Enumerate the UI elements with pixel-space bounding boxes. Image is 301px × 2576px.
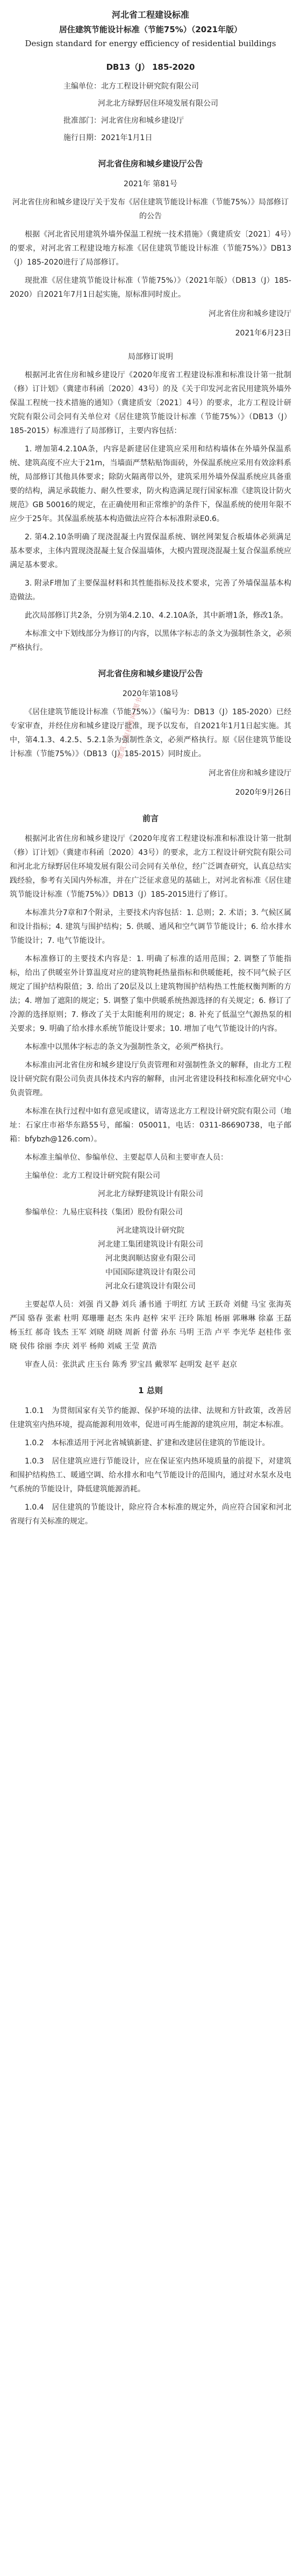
clause-1-0-4: 1.0.4 居住建筑的节能设计，除应符合本标准的规定外，尚应符合国家和河北省现行有关标准的规定。: [10, 1503, 291, 1526]
preface-p2: 本标准共分7章和7个附录，主要技术内容包括：1. 总则；2. 术语；3. 气候区属和设计指标；4. 建筑与围护结构；5. 供暖、通风和空气调节节能设计；6. 给水排水节能设计；7. 电气节能设计。: [10, 909, 291, 945]
date-line: [10, 131, 291, 145]
approver-label: 批准部门：: [63, 116, 101, 125]
chief-1: 北方工程设计研究院有限公司: [62, 1172, 160, 1180]
coeditor-line: [10, 1205, 291, 1219]
co-1: 九易庄宸科技（集团）股份有限公司: [62, 1208, 183, 1217]
co-5: 中国国际建筑设计有限公司: [105, 1268, 196, 1277]
drafters: 主要起草人员：刘强 肖又静 刘兵 潘书通 于明红 方试 王跃奇 刘健 马宝 张海英 严国 骆春 张素 杜明 郑珊珊 赵杰 朱冉 赵梓 宋平 汪玲 陈旭 杨丽 郭琳琳 徐嘉 王磊 杨玉红 郝奇 钱杰 王军 刘晓 胡晓 周新 付蕾 孙东 马明 王浩 卢平 李光华 赵桂伟 张晓 侯伟 徐丽 李庆 刘平 杨帅 刘威 王莹 黄浩: [10, 1300, 291, 1351]
effective-date: 2021年1月1日: [101, 134, 153, 142]
chapter1-title: 1 总则: [138, 1386, 163, 1395]
co-3: 河北建工集团建筑设计有限公司: [98, 1240, 203, 1249]
revision-p5: 此次局部修订共2条，分别为第4.2.10、4.2.10A条，其中新增1条，修改1条。: [25, 611, 288, 620]
approver: 河北省住房和城乡建设厅: [101, 116, 184, 125]
standard-code: DB13（J） 185-2020: [106, 62, 195, 72]
preface-p4: 本标准中以黑体字标志的条文为强制性条文，必须严格执行。: [25, 1043, 228, 1051]
coeditor-label: 参编单位：: [25, 1208, 62, 1217]
watermark-stamp: 建筑工程标准网 图书: [116, 695, 144, 760]
notice2-sign-org: 河北省住房和城乡建设厅: [209, 769, 291, 778]
date-label: 施行日期：: [63, 134, 101, 142]
notice2-sign-date: 2020年9月26日: [235, 788, 291, 797]
preface-p5: 本标准由河北省住房和城乡建设厅负责管理和对强制性条文的解释，由北方工程设计研究院有限公司负责具体技术内容的解释，由河北省建设科技和标准化研究中心负责管理。: [10, 1061, 291, 1097]
preface-p6: 本标准在执行过程中如有意见或建议，请寄送北方工程设计研究院有限公司（地址：石家庄市裕华东路55号，邮编：050011，电话：0311-86690738，电子邮箱：bfybzh@126.com）。: [10, 1107, 291, 1144]
chief-editor-line: [10, 1169, 291, 1183]
approver-line: [10, 114, 291, 128]
preface-p1: 根据河北省住房和城乡建设厅《2020年度省工程建设标准和标准设计第一批制（修）订计划》（冀建市科函〔2020〕43号）的要求，北方工程设计研究院有限公司和河北北方绿野居住环境发展有限公司会同有关单位，经广泛调查研究，认真总结实践经验，参考有关国内外标准，并在广泛征求意见的基础上，对河北省标准《居住建筑节能设计标准（节能75%）》DB13（J）185-2015进行了修订。: [10, 835, 291, 899]
notice1-body-1: 根据《河北省民用建筑外墙外保温工程统一技术措施》（冀建质安〔2021〕4号）的要求，对河北省工程建设地方标准《居住建筑节能设计标准（节能75%）》DB13（J）185-2020进行了局部修订。: [10, 230, 291, 267]
reviewers: 审查人员：张洪武 庄玉台 陈秀 罗宝昌 戴翠军 赵明发 赵平 赵京: [25, 1360, 238, 1369]
clause-1-0-1: 1.0.1 为贯彻国家有关节约能源、保护环境的法律、法规和方针政策，改善居住建筑室内热环境，提高能源利用效率，促进可再生能源的建筑应用，制定本标准。: [10, 1407, 291, 1429]
co-6: 河北众石建筑设计有限公司: [105, 1282, 196, 1291]
clause-1-0-3: 1.0.3 居住建筑应进行节能设计，应在保证室内热环境质量的前提下，对建筑和围护结构热工、暖通空调、给水排水和电气节能设计的范围内，通过对水泵水及电气系统的节能设计，降低建筑能源消耗。: [10, 1457, 291, 1494]
editor-2: 河北北方绿野居住环境发展有限公司: [98, 99, 218, 108]
notice1-number: 2021年 第81号: [124, 180, 177, 188]
issuer: 河北省工程建设标准: [111, 10, 189, 20]
co-4: 河北奥润顺达窗业有限公司: [105, 1254, 196, 1263]
notice2-title: 河北省住房和城乡建设厅公告: [98, 669, 203, 678]
notice1-heading: 河北省住房和城乡建设厅关于发布《居住建筑节能设计标准（节能75%）》局部修订的公告: [12, 198, 289, 221]
clause-1-0-2: 1.0.2 本标准适用于河北省城镇新建、扩建和改建居住建筑的节能设计。: [25, 1439, 270, 1447]
editor-line: [10, 79, 291, 93]
preface-title: 前言: [142, 814, 159, 823]
standard-title-en: Design standard for energy efficiency of residential buildings: [25, 39, 276, 48]
chief-2: 河北北方绿野建筑设计有限公司: [98, 1190, 203, 1198]
standard-title-cn: 居住建筑节能设计标准（节能75%）（2021年版）: [59, 25, 242, 34]
notice1-sign-org: 河北省住房和城乡建设厅: [209, 310, 291, 318]
revision-p3: 2. 第4.2.10条明确了现浇混凝土内置保温系统、钢丝网架复合板墙体必须满足基本要求，主体内置现浇混凝土复合保温墙体，大模内置现浇混凝土复合保温系统应满足基本要求。: [10, 533, 291, 569]
notice1-sign-date: 2021年6月23日: [235, 329, 291, 338]
revision-title: 局部修订说明: [128, 353, 173, 361]
revision-p2: 1. 增加第4.2.10A条，内容是新建居住建筑应采用和结构墙体在外墙外保温系统、建筑高度不应大于21m，当墙面严禁粘贴饰面砖，外保温系统应采用有效涂料系统，局部修订其他具体要求；除防火隔离带以外，建筑采用外墙外保温系统应具备重要的结构，满足承载能力、耐久性要求，防火构造满足现行国家标准《建筑设计防火规范》GB 50016的规定，在正确使用和正常维护的条件下，保温系统的使用年限不应少于25年。其保温系统基本构造做法应符合本标准附录E0.6。: [10, 445, 291, 523]
notice1-body-2: 现批准《居住建筑节能设计标准（节能75%）》（2021年版）（DB13（J）185-2020）自2021年7月1日起实施，原标准同时废止。: [10, 276, 291, 299]
revision-p6: 本标准文中下划线部分为修订的内容，以黑体字标志的条文为强制性条文，必须严格执行。: [10, 630, 291, 652]
notice2-body-1: 《居住建筑节能设计标准（节能75%）》（编号为：DB13（J）185-2020）已经专家审查，并经住房和城乡建设厅批准，现予以发布，自2021年1月1日起实施。其中，第4.1.3、4.2.5、5.2.1条为强制性条文，必须严格执行。原《居住建筑节能设计标准（节能75%）》（DB13（J）185-2015）同时废止。: [10, 708, 291, 758]
editor-1: 北方工程设计研究院有限公司: [101, 82, 199, 91]
revision-p4: 3. 附录F增加了主要保温材料和其性能指标及技术要求，完善了外墙保温基本构造做法。: [10, 579, 291, 602]
notice1-title: 河北省住房和城乡建设厅公告: [98, 159, 203, 169]
co-2: 河北建筑设计研究院: [117, 1226, 184, 1235]
editor-label: 主编单位：: [63, 82, 101, 91]
revision-p1: 根据河北省住房和城乡建设厅《2020年度省工程建设标准和标准设计第一批制（修）订计划》（冀建市科函〔2020〕43号）的及《关于印发河北省民用建筑外墙外保温工程统一技术措施的通知》（冀建质安〔2021〕4号）的要求，北方工程设计研究院有限公司会同有关单位对《居住建筑节能设计标准（节能75%）》（DB13（J）185-2015）标准进行了局部修订，主要内容包括：: [10, 371, 291, 435]
preface-p3: 本标准修订的主要技术内容是：1. 明确了标准的适用范围；2. 调整了节能指标，给出了供暖室外计算温度对应的建筑物耗热量指标和供暖能耗，按不同气候子区规定了围护结构限值；3. 给出了20层及以上建筑物围护结构热工性能权衡判断的方法；4. 增加了遮阳的规定；5. 调整了集中供暖系统热源选择的有关规定；6. 修订了冷源的选择原则；7. 修改了关于太阳能利用的规定；8. 补充了低温空气源热泵的相关要求；9. 明确了给水排水系统节能设计要求；10. 增加了电气节能设计的内容。: [10, 955, 291, 1033]
notice2-number: 2020年第108号: [122, 690, 179, 698]
preface-p7: 本标准主编单位、参编单位、主要起草人员和主要审查人员：: [25, 1153, 228, 1162]
chief-label: 主编单位：: [25, 1172, 62, 1180]
